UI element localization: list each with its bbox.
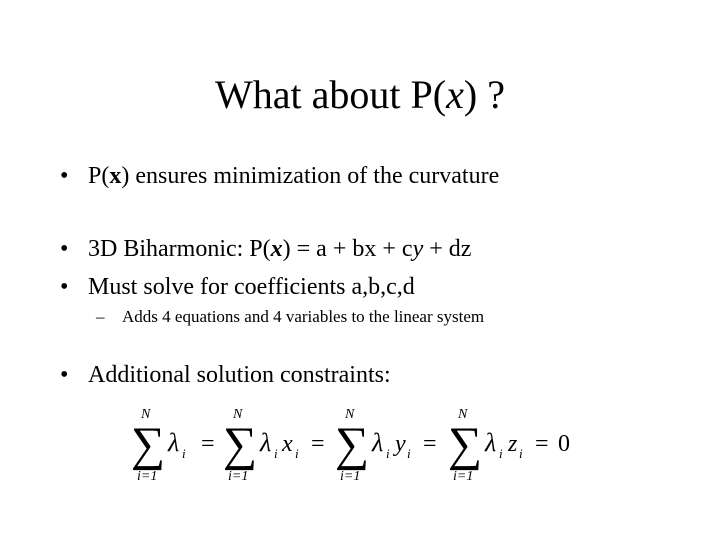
sum-symbol: ∑	[223, 418, 258, 471]
sum-term-3	[335, 407, 411, 484]
term-variable: z	[508, 431, 518, 457]
title-variable: x	[446, 72, 464, 117]
lambda-symbol: λ	[168, 428, 180, 457]
bullet-variable-y: y	[412, 236, 424, 262]
lambda-symbol: λ	[485, 428, 497, 457]
lambda-symbol: λ	[260, 428, 272, 457]
sum-term-2	[223, 407, 299, 484]
term-variable: y	[395, 431, 406, 457]
equation-result: 0	[558, 431, 570, 457]
sum-term-1	[131, 407, 186, 484]
bullet-marker: •	[60, 362, 69, 388]
sum-upper-limit: N	[345, 407, 355, 422]
sum-symbol: ∑	[335, 418, 370, 471]
bullet-text: Must solve for coefficients a,b,c,d	[88, 274, 415, 300]
bullet-curvature	[60, 161, 499, 191]
equals-sign: =	[423, 431, 437, 457]
term-subscript: i	[295, 446, 299, 461]
bullet-biharmonic	[60, 234, 471, 264]
sum-upper-limit: N	[233, 407, 243, 422]
sum-symbol: ∑	[131, 418, 166, 471]
bullet-text: Additional solution constraints:	[88, 362, 391, 388]
sub-bullet-equations	[96, 305, 484, 329]
lambda-subscript: i	[182, 446, 186, 461]
sum-upper-limit: N	[458, 407, 468, 422]
bullet-marker: •	[60, 163, 69, 189]
bullet-text: P(	[88, 163, 110, 189]
sub-bullet-text: Adds 4 equations and 4 variables to the linear system	[122, 307, 485, 326]
bullet-variable: x	[109, 163, 122, 189]
lambda-symbol: λ	[372, 428, 384, 457]
bullet-text: ) = a + bx + c	[282, 236, 413, 262]
title-suffix: ) ?	[463, 72, 505, 117]
bullet-marker: •	[60, 274, 69, 300]
sum-lower-limit: i=1	[340, 469, 361, 484]
bullet-text: ) ensures minimization of the curvature	[121, 163, 500, 189]
title-prefix: What about P(	[215, 72, 447, 117]
bullet-text: + dz	[423, 236, 472, 262]
term-subscript: i	[407, 446, 411, 461]
bullet-coefficients	[60, 272, 415, 302]
sub-bullet-marker: –	[96, 307, 105, 326]
term-subscript: i	[519, 446, 523, 461]
sum-upper-limit: N	[141, 407, 151, 422]
constraint-equation	[130, 402, 590, 492]
lambda-subscript: i	[386, 446, 390, 461]
equals-sign: =	[311, 431, 325, 457]
bullet-marker: •	[60, 236, 69, 262]
term-variable: x	[282, 431, 293, 457]
bullet-constraints	[60, 360, 391, 390]
sum-lower-limit: i=1	[453, 469, 474, 484]
sum-symbol: ∑	[448, 418, 483, 471]
sum-lower-limit: i=1	[228, 469, 249, 484]
lambda-subscript: i	[274, 446, 278, 461]
slide-title	[0, 70, 720, 120]
bullet-text: 3D Biharmonic: P(	[88, 236, 271, 262]
sum-term-4	[448, 407, 523, 484]
lambda-subscript: i	[499, 446, 503, 461]
equals-sign: =	[201, 431, 215, 457]
sum-lower-limit: i=1	[137, 469, 158, 484]
equals-sign: =	[535, 431, 549, 457]
bullet-variable: x	[270, 236, 283, 262]
